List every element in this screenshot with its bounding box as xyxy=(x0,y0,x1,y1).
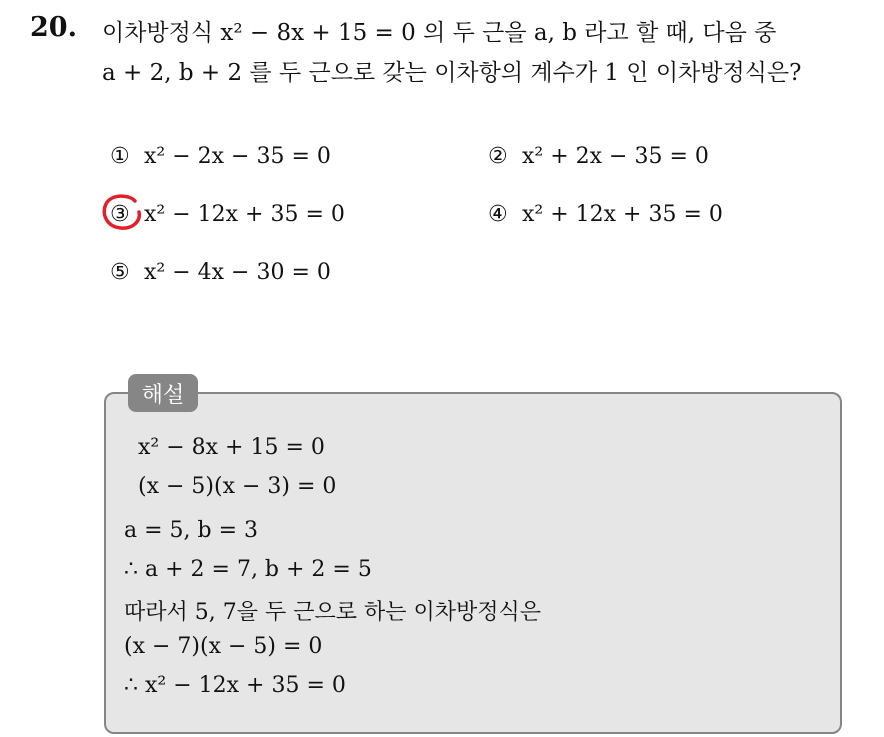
question-text-line-2: a + 2, b + 2 를 두 근으로 갖는 이차항의 계수가 1 인 이차방정식은? xyxy=(102,60,802,86)
solution-label: 해설 xyxy=(128,374,198,412)
option-5-text: x² − 4x − 30 = 0 xyxy=(144,260,331,285)
option-3-text: x² − 12x + 35 = 0 xyxy=(144,202,345,227)
option-2[interactable] xyxy=(488,144,709,169)
answer-circle-icon xyxy=(101,193,143,231)
question-number: 20. xyxy=(30,12,77,43)
option-4[interactable] xyxy=(488,202,723,227)
option-3[interactable] xyxy=(110,202,345,227)
question-text-line-1: 이차방정식 x² − 8x + 15 = 0 의 두 근을 a, b 라고 할 때, 다음 중 xyxy=(102,20,777,46)
solution-line-5: 따라서 5, 7을 두 근으로 하는 이차방정식은 xyxy=(124,600,541,625)
solution-line-7: ∴ x² − 12x + 35 = 0 xyxy=(124,673,346,698)
solution-line-2: (x − 5)(x − 3) = 0 xyxy=(138,474,337,499)
option-2-mark: ② xyxy=(488,144,508,169)
option-3-mark: ③ xyxy=(110,202,130,227)
option-1-mark: ① xyxy=(110,144,130,169)
solution-line-6: (x − 7)(x − 5) = 0 xyxy=(124,634,323,659)
option-1[interactable] xyxy=(110,144,331,169)
solution-line-4: ∴ a + 2 = 7, b + 2 = 5 xyxy=(124,557,372,582)
solution-line-3: a = 5, b = 3 xyxy=(124,518,259,543)
option-5-mark: ⑤ xyxy=(110,260,130,285)
option-4-mark: ④ xyxy=(488,202,508,227)
solution-line-1: x² − 8x + 15 = 0 xyxy=(138,435,325,460)
option-5[interactable] xyxy=(110,260,331,285)
option-2-text: x² + 2x − 35 = 0 xyxy=(522,144,709,169)
option-1-text: x² − 2x − 35 = 0 xyxy=(144,144,331,169)
option-4-text: x² + 12x + 35 = 0 xyxy=(522,202,723,227)
